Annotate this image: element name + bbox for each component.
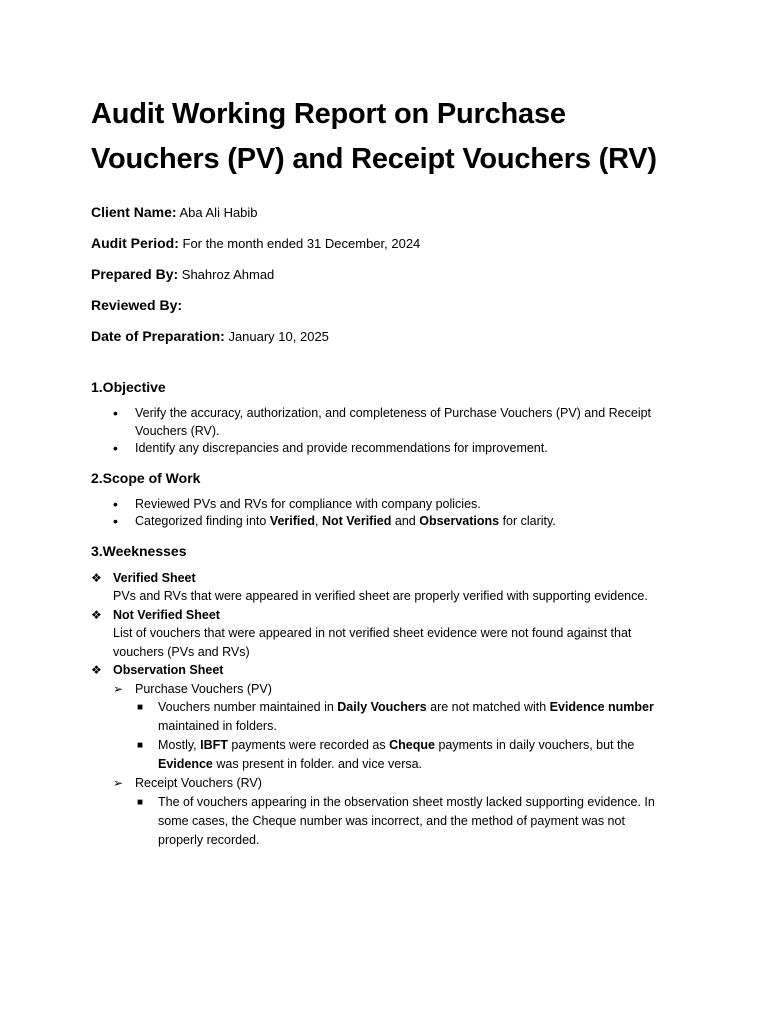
report-meta (91, 202, 671, 357)
report-title: Audit Working Report on Purchase Vouchers (PV) and Receipt Vouchers (RV) (91, 98, 657, 175)
date-of-preparation-label: Date of Preparation: (91, 328, 225, 344)
prepared-by-label: Prepared By: (91, 266, 179, 282)
text-run: Mostly, (158, 738, 201, 752)
purchase-vouchers-label: Purchase Vouchers (PV) (135, 681, 272, 696)
prepared-by-row (91, 264, 671, 295)
bold-run: Daily Vouchers (337, 700, 427, 714)
arrow-bullet-icon: ➢ (113, 776, 124, 790)
rv-finding-1 (91, 793, 671, 850)
weaknesses-list (91, 569, 671, 850)
reviewed-by-row (91, 295, 671, 326)
bold-run: Observations (419, 514, 500, 528)
purchase-vouchers-item (91, 680, 671, 699)
text-run: payments were recorded as (227, 738, 390, 752)
text-run: was present in folder. and vice versa. (212, 757, 423, 771)
diamond-bullet-icon: ❖ (91, 570, 102, 585)
section-weaknesses-title: 3.Weeknesses (91, 542, 187, 559)
section-scope-title: 2.Scope of Work (91, 469, 201, 486)
text-run: maintained in folders. (158, 719, 277, 733)
text-run: Categorized finding into (135, 514, 270, 528)
list-item: • Identify any discrepancies and provide recommendations for improvement. (135, 440, 671, 458)
verified-sheet-text: PVs and RVs that were appeared in verified sheet are properly verified with supporting evidence. (113, 589, 648, 603)
text-run: for clarity. (499, 514, 556, 528)
list-item (135, 513, 671, 531)
bold-run: Cheque (389, 738, 435, 752)
list-item: • Verify the accuracy, authorization, and completeness of Purchase Vouchers (PV) and Receipt Vouchers (RV). (135, 405, 671, 440)
list-item: • Reviewed PVs and RVs for compliance with company policies. (135, 496, 671, 514)
prepared-by-value: Shahroz Ahmad (181, 267, 275, 282)
scope-list (91, 496, 671, 531)
square-bullet-icon: ■ (137, 796, 144, 808)
audit-period-row (91, 233, 671, 264)
client-name-row (91, 202, 671, 233)
diamond-outline-bullet-icon: ❖ (91, 663, 102, 677)
bold-run: Not Verified (321, 514, 392, 528)
square-bullet-icon: ■ (137, 702, 144, 713)
receipt-vouchers-item (91, 774, 671, 793)
text-run: The of vouchers appearing in the observation sheet mostly lacked supporting evidence. In some cases, the Cheque number was incorrect, and the method of payment was not properly recorded. (158, 794, 655, 847)
date-of-preparation-value: January 10, 2025 (228, 329, 329, 344)
pv-finding-1 (91, 698, 671, 736)
text-run: Vouchers number maintained in (158, 700, 338, 714)
receipt-vouchers-label: Receipt Vouchers (RV) (135, 776, 262, 790)
square-bullet-icon: ■ (137, 740, 144, 751)
bold-run: Verified (269, 514, 315, 528)
verified-sheet-item (91, 569, 671, 606)
text-run: , (314, 514, 322, 528)
bold-run: Evidence number (549, 700, 654, 714)
text-run: payments in daily vouchers, but the (434, 738, 635, 752)
verified-sheet-title: Verified Sheet (113, 570, 196, 585)
not-verified-sheet-item (91, 606, 671, 662)
not-verified-sheet-title: Not Verified Sheet (113, 607, 220, 622)
text-run: are not matched with (426, 700, 550, 714)
audit-period-label: Audit Period: (91, 235, 179, 251)
client-name-label: Client Name: (91, 204, 177, 220)
observation-sheet-title: Observation Sheet (113, 663, 224, 677)
audit-period-value: For the month ended 31 December, 2024 (182, 236, 421, 251)
arrow-bullet-icon: ➢ (113, 681, 124, 696)
document-body (91, 92, 671, 850)
diamond-outline-bullet-icon: ❖ (91, 607, 102, 622)
observation-sheet-item (91, 661, 671, 680)
client-name-value: Aba Ali Habib (179, 205, 258, 220)
not-verified-sheet-text: List of vouchers that were appeared in not verified sheet evidence were not found against that vouchers (PVs and RVs) (113, 626, 632, 659)
section-objective-title: 1.Objective (91, 379, 166, 395)
text-run: and (391, 514, 420, 528)
reviewed-by-label: Reviewed By: (91, 297, 183, 313)
objective-list (91, 405, 671, 458)
date-of-preparation-row (91, 326, 671, 357)
bold-run: Evidence (158, 757, 213, 771)
bold-run: IBFT (200, 738, 228, 752)
pv-finding-2 (91, 736, 671, 774)
